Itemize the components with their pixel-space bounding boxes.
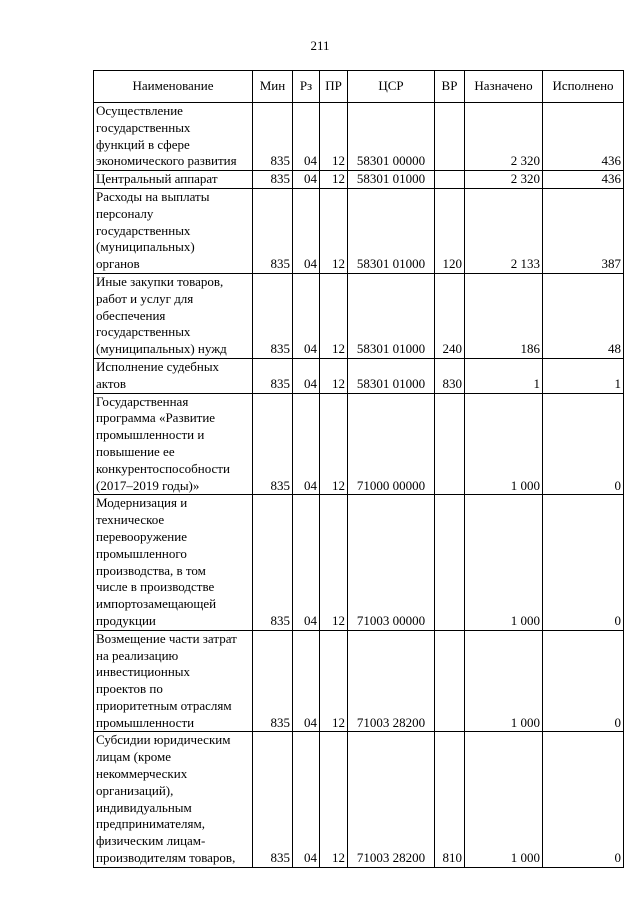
row-rz: 04	[293, 273, 320, 358]
row-vr	[435, 171, 465, 189]
row-name-line: проектов по	[96, 681, 163, 697]
row-assigned: 1 000	[465, 495, 543, 630]
row-rz: 04	[293, 630, 320, 732]
row-name-line: физическим лицам-	[96, 833, 206, 849]
row-executed: 48	[543, 273, 624, 358]
row-csr: 71003 28200	[348, 732, 435, 867]
row-name-line: организаций),	[96, 782, 174, 798]
row-pr: 12	[320, 273, 348, 358]
row-executed: 436	[543, 171, 624, 189]
row-name-line: органов	[96, 256, 140, 272]
row-name-line: актов	[96, 375, 127, 391]
row-min: 835	[253, 732, 293, 867]
row-assigned: 1 000	[465, 393, 543, 495]
row-pr: 12	[320, 103, 348, 171]
row-min: 835	[253, 273, 293, 358]
row-executed: 387	[543, 188, 624, 273]
row-name	[94, 358, 253, 393]
header-assigned: Назначено	[465, 71, 543, 103]
row-csr: 58301 00000	[348, 103, 435, 171]
row-assigned: 186	[465, 273, 543, 358]
budget-table	[93, 70, 624, 868]
header-name: Наименование	[94, 71, 253, 103]
row-assigned: 1 000	[465, 630, 543, 732]
row-name-line: Модернизация и	[96, 495, 188, 511]
row-min: 835	[253, 495, 293, 630]
row-executed: 0	[543, 732, 624, 867]
row-vr: 830	[435, 358, 465, 393]
row-name	[94, 495, 253, 630]
row-name-line: персоналу	[96, 205, 154, 221]
row-name	[94, 188, 253, 273]
header-csr: ЦСР	[348, 71, 435, 103]
row-pr: 12	[320, 630, 348, 732]
row-name-line: Государственная	[96, 393, 189, 409]
row-pr: 12	[320, 393, 348, 495]
header-pr: ПР	[320, 71, 348, 103]
row-name-line: промышленности и	[96, 427, 205, 443]
row-name-line: государственных	[96, 324, 191, 340]
row-assigned: 2 320	[465, 171, 543, 189]
row-name-line: государственных	[96, 119, 191, 135]
row-name-line: продукции	[96, 612, 156, 628]
row-csr: 71003 00000	[348, 495, 435, 630]
header-vr: ВР	[435, 71, 465, 103]
row-name-line: программа «Развитие	[96, 410, 216, 426]
header-executed: Исполнено	[543, 71, 624, 103]
row-name-line: предпринимателям,	[96, 816, 205, 832]
row-name-line: Иные закупки товаров,	[96, 273, 224, 289]
row-pr: 12	[320, 188, 348, 273]
row-min: 835	[253, 103, 293, 171]
row-assigned: 2 133	[465, 188, 543, 273]
row-name-line: лицам (кроме	[96, 749, 172, 765]
row-name-line: Субсидии юридическим	[96, 732, 231, 748]
row-name-line: перевооружение	[96, 528, 187, 544]
row-min: 835	[253, 630, 293, 732]
row-name	[94, 103, 253, 171]
table-row	[94, 188, 624, 273]
row-executed: 436	[543, 103, 624, 171]
row-csr: 58301 01000	[348, 188, 435, 273]
row-csr: 58301 01000	[348, 171, 435, 189]
row-name-line: приоритетным отраслям	[96, 697, 232, 713]
row-name	[94, 171, 253, 189]
row-name-line: техническое	[96, 512, 165, 528]
row-name-line: (2017–2019 годы)»	[96, 477, 200, 493]
row-vr	[435, 103, 465, 171]
row-vr: 240	[435, 273, 465, 358]
row-executed: 1	[543, 358, 624, 393]
row-vr: 120	[435, 188, 465, 273]
row-name-line: Исполнение судебных	[96, 358, 220, 374]
header-min: Мин	[253, 71, 293, 103]
table-row	[94, 495, 624, 630]
row-pr: 12	[320, 495, 348, 630]
row-name	[94, 732, 253, 867]
row-pr: 12	[320, 732, 348, 867]
row-assigned: 1 000	[465, 732, 543, 867]
row-name-line: производителям товаров,	[96, 850, 236, 866]
table-row	[94, 630, 624, 732]
row-pr: 12	[320, 358, 348, 393]
row-vr	[435, 630, 465, 732]
row-rz: 04	[293, 732, 320, 867]
row-name-line: (муниципальных) нужд	[96, 341, 227, 357]
row-name-line: индивидуальным	[96, 799, 192, 815]
row-name-line: Возмещение части затрат	[96, 630, 237, 646]
row-name-line: инвестиционных	[96, 664, 191, 680]
row-name	[94, 630, 253, 732]
row-name-line: работ и услуг для	[96, 290, 194, 306]
row-rz: 04	[293, 103, 320, 171]
row-name-line: Центральный аппарат	[96, 171, 218, 187]
row-name-line: Расходы на выплаты	[96, 188, 210, 204]
table-row	[94, 393, 624, 495]
row-name-line: на реализацию	[96, 647, 179, 663]
table-row	[94, 273, 624, 358]
row-name-line: (муниципальных)	[96, 239, 195, 255]
row-name-line: экономического развития	[96, 153, 237, 169]
row-csr: 58301 01000	[348, 358, 435, 393]
row-name-line: числе в производстве	[96, 579, 215, 595]
row-executed: 0	[543, 393, 624, 495]
row-name-line: некоммерческих	[96, 766, 188, 782]
row-assigned: 1	[465, 358, 543, 393]
table-row	[94, 358, 624, 393]
row-min: 835	[253, 393, 293, 495]
row-pr: 12	[320, 171, 348, 189]
row-executed: 0	[543, 495, 624, 630]
row-rz: 04	[293, 171, 320, 189]
row-csr: 71000 00000	[348, 393, 435, 495]
row-vr	[435, 393, 465, 495]
row-name	[94, 393, 253, 495]
row-executed: 0	[543, 630, 624, 732]
row-min: 835	[253, 358, 293, 393]
table-row	[94, 171, 624, 189]
row-rz: 04	[293, 393, 320, 495]
header-rz: Рз	[293, 71, 320, 103]
row-vr	[435, 495, 465, 630]
row-name-line: производства, в том	[96, 562, 206, 578]
row-name	[94, 273, 253, 358]
row-min: 835	[253, 188, 293, 273]
row-name-line: функций в сфере	[96, 136, 190, 152]
page-number: 211	[310, 38, 330, 53]
row-name-line: промышленного	[96, 545, 187, 561]
row-rz: 04	[293, 358, 320, 393]
row-name-line: Осуществление	[96, 103, 183, 118]
table-body	[94, 103, 624, 868]
row-csr: 71003 28200	[348, 630, 435, 732]
table-header-row	[94, 71, 624, 103]
table-row	[94, 732, 624, 867]
row-name-line: государственных	[96, 222, 191, 238]
row-name-line: обеспечения	[96, 307, 166, 323]
row-vr: 810	[435, 732, 465, 867]
row-assigned: 2 320	[465, 103, 543, 171]
row-name-line: конкурентоспособности	[96, 460, 230, 476]
row-name-line: промышленности	[96, 714, 195, 730]
row-rz: 04	[293, 495, 320, 630]
row-name-line: повышение ее	[96, 443, 175, 459]
row-csr: 58301 01000	[348, 273, 435, 358]
row-min: 835	[253, 171, 293, 189]
row-name-line: импортозамещающей	[96, 596, 217, 612]
row-rz: 04	[293, 188, 320, 273]
table-row	[94, 103, 624, 171]
